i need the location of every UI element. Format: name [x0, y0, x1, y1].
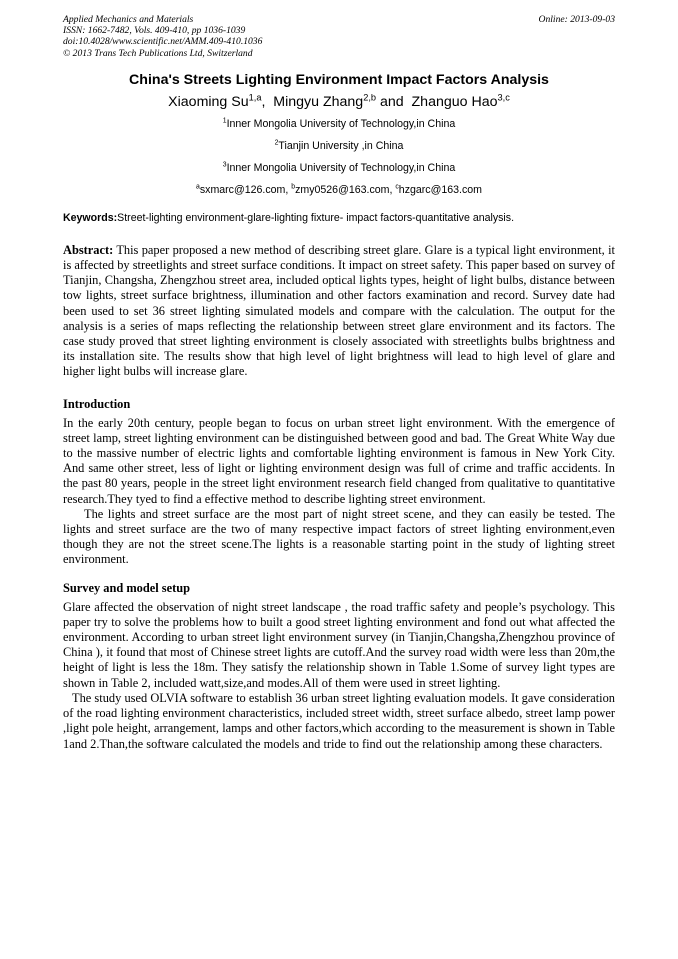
email-2-sup: b — [291, 183, 296, 191]
affiliation-1-text: Inner Mongolia University of Technology,in China — [226, 117, 456, 130]
author-3-sup: 3,c — [497, 92, 510, 103]
author-line — [63, 91, 615, 113]
keywords-text: Street-lighting environment-glare-lighting fixture- impact factors-quantitative analysis. — [117, 211, 515, 224]
keywords-label: Keywords: — [63, 211, 118, 224]
introduction-paragraph-2: The lights and street surface are the most part of night street scene, and they can easily be tested. The lights and street surface are the two of many respective impact factors of street lighting environment,even though they are not the street scene.The lights is a reasonable starting point in the study of lighting street environment. — [63, 506, 615, 567]
author-1-sup: 1,a — [248, 92, 262, 103]
author-3-name: Zhanguo Hao — [411, 93, 498, 110]
affiliation-2 — [63, 135, 615, 157]
affiliation-3 — [63, 157, 615, 179]
email-line — [63, 179, 615, 201]
online-date: Online: 2013-09-03 — [538, 14, 615, 25]
email-1: sxmarc@126.com, — [199, 183, 292, 196]
abstract-text: This paper proposed a new method of describing street glare. Glare is a typical light environment, it is affected by streetlights and street surface conditions. It impact on street safety. This paper based on survey of Tianjin, Changsha, Zhengzhou street area, included optical lights types, height of light bulbs, distance between tow lights, street surface brightness, illumination and other factors examination and record. Survey date had been used to set 36 street lighting simulated models and compare with the calculation. The output for the analysis is a series of maps reflecting the relationship between street glare environment and its factors. The case study proved that street lighting environment is closely associated with streetlights bulbs brightness and its installation site. The results show that high level of light brightness will lead to high level of glare and higher light bulbs will increase glare. — [63, 242, 615, 379]
journal-header — [63, 14, 615, 59]
affiliation-1 — [63, 113, 615, 135]
keywords — [63, 211, 615, 225]
abstract — [63, 243, 615, 380]
author-2-sup: 2,b — [363, 92, 377, 103]
introduction-paragraph-1: In the early 20th century, people began to focus on urban street light environment. With the emergence of street lamp, street lighting environment can be distinguished between good and bad. The Great White Way due to the massive number of electric lights and comfortable lighting environment is famous in New York City. And same other street, less of light or lighting environment design was full of crime and traffic accidents. In the past 80 years, people in the street light environment research field changed from qualitative to quantitative research.They tyed to find a effective method to describe lighting street environment. — [63, 415, 615, 506]
survey-paragraph-2: The study used OLVIA software to establish 36 urban street lighting evaluation models. It gave consideration of the road lighting environment characteristics, included street width, street surface albedo, street lamp power ,light pole height, arrangement, lamps and other factors,which according to the measurement is shown in Table 1and 2.Than,the software calculated the models and tride to find out the relationship among these characters. — [63, 690, 615, 751]
affiliation-2-sup: 2 — [274, 139, 279, 147]
journal-name: Applied Mechanics and Materials — [63, 14, 194, 25]
abstract-label: Abstract: — [63, 242, 114, 257]
journal-issn: ISSN: 1662-7482, Vols. 409-410, pp 1036-1039 — [63, 25, 246, 37]
author-and: and — [376, 93, 412, 110]
survey-heading: Survey and model setup — [63, 580, 191, 595]
email-1-sup: a — [196, 183, 200, 191]
introduction-heading: Introduction — [63, 396, 131, 411]
email-3: hzgarc@163.com — [398, 183, 482, 196]
paper-title: China's Streets Lighting Environment Impact Factors Analysis — [129, 71, 549, 88]
affiliation-3-text: Inner Mongolia University of Technology,in China — [226, 161, 456, 174]
journal-copyright: © 2013 Trans Tech Publications Ltd, Switzerland — [63, 47, 253, 59]
email-2: zmy0526@163.com, — [295, 183, 396, 196]
email-3-sup: c — [395, 183, 399, 191]
paper-page — [63, 14, 615, 752]
affiliation-3-sup: 3 — [222, 161, 227, 169]
author-1-name: Xiaoming Su — [168, 93, 249, 110]
affiliation-2-text: Tianjin University ,in China — [278, 139, 404, 152]
author-separator: , — [261, 93, 274, 110]
author-2-name: Mingyu Zhang — [273, 93, 364, 110]
affiliation-1-sup: 1 — [222, 117, 227, 125]
survey-paragraph-1: Glare affected the observation of night street landscape , the road traffic safety and people’s psychology. This paper try to solve the problems how to built a good street lighting environment and fond out what affected the environment. According to urban street light environment survey (in Tianjin,Changsha,Zhengzhou province of China ), it found that most of Chinese street lights are cutoff.And the survey road width were less than 20m,the height of light is less the 18m. They satisfy the relationship shown in Table 1.Some of survey light types are shown in Table 2, included watt,size,and modes.All of them were used in street lighting. — [63, 599, 615, 690]
journal-doi: doi:10.4028/www.scientific.net/AMM.409-410.1036 — [63, 36, 263, 48]
